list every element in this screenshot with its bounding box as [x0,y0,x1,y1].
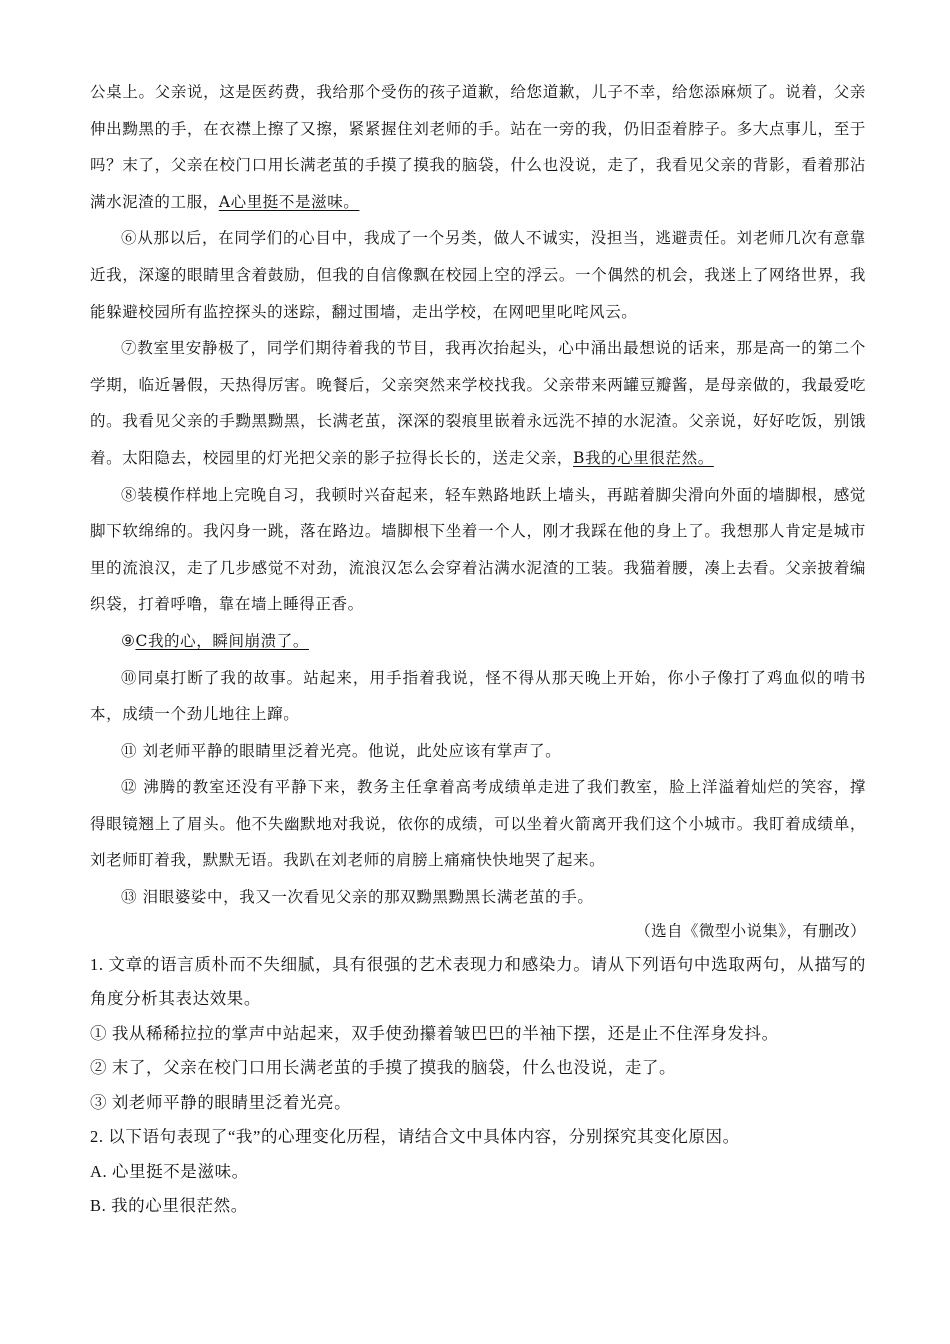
question-2-item-a: A. 心里挺不是滋味。 [90,1161,249,1181]
paragraph-number: ⑨ [121,631,136,650]
document-page [90,74,866,1224]
paragraph-11: ⑪ 刘老师平静的眼睛里泛着光亮。他说，此处应该有掌声了。 [121,741,562,760]
question-1-item-2: ② 末了，父亲在校门口用长满老茧的手摸了摸我的脑袋，什么也没说，走了。 [90,1058,677,1078]
question-1-item-1: ① 我从稀稀拉拉的掌声中站起来，双手使劲攥着皱巴巴的半袖下摆，还是止不住浑身发抖。 [90,1023,779,1043]
question-1-stem: 1. 文章的语言质朴而不失细腻，具有很强的艺术表现力和感染力。请从下列语句中选取两句，从描写的角度分析其表达效果。 [90,954,866,1009]
paragraph-text: 公桌上。父亲说，这是医药费，我给那个受伤的孩子道歉，给您道歉，儿子不幸，给您添麻烦了。说着，父亲伸出黝黑的手，在衣襟上擦了又擦，紧紧握住刘老师的手。站在一旁的我，仍旧歪着脖子。多大点事儿，至于吗？末了，父亲在校门口用长满老茧的手摸了摸我的脑袋，什么也没说，走了，我看见父亲的背影，看着那沾满水泥渣的工服， [90,83,866,211]
paragraph-8: ⑧装模作样地上完晚自习，我顿时兴奋起来，轻车熟路地跃上墙头，再踮着脚尖滑向外面的墙脚根，感觉脚下软绵绵的。我闪身一跳，落在路边。墙脚根下坐着一个人，刚才我踩在他的身上了。我想那人肯定是城市里的流浪汉，走了几步感觉不对劲，流浪汉怎么会穿着沾满水泥渣的工装。我猫着腰，凑上去看。父亲披着编织袋，打着呼噜，靠在墙上睡得正香。 [90,485,866,614]
paragraph-9 [90,623,866,660]
question-2-item-b: B. 我的心里很茫然。 [90,1196,248,1216]
paragraph-12: ⑫ 沸腾的教室还没有平静下来，教务主任拿着高考成绩单走进了我们教室，脸上洋溢着灿烂的笑容，撑得眼镜翘上了眉头。他不失幽默地对我说，依你的成绩，可以坐着火箭离开我们这个小城市。我盯着成绩单，刘老师盯着我，默默无语。我趴在刘老师的肩膀上痛痛快快地哭了起来。 [90,778,866,870]
paragraph-7 [90,330,866,476]
paragraph-13: ⑬ 泪眼婆娑中，我又一次看见父亲的那双黝黑黝黑长满老茧的手。 [121,888,594,907]
underlined-sentence-b: B我的心里很茫然。 [573,448,714,467]
source-note: （选自《微型小说集》，有删改） [635,921,866,940]
underlined-sentence-c: C我的心，瞬间崩溃了。 [135,631,309,650]
paragraph-text: ⑦教室里安静极了，同学们期待着我的节目，我再次抬起头，心中涌出最想说的话来，那是高一的第二个学期，临近暑假，天热得厉害。晚餐后，父亲突然来学校找我。父亲带来两罐豆瓣酱，是母亲做的，我最爱吃的。我看见父亲的手黝黑黝黑，长满老茧，深深的裂痕里嵌着永远洗不掉的水泥渣。父亲说，好好吃饭，别饿着。太阳隐去，校园里的灯光把父亲的影子拉得长长的，送走父亲， [90,339,866,467]
underlined-sentence-a: A心里挺不是滋味。 [218,192,360,211]
question-2-stem: 2. 以下语句表现了“我”的心理变化历程，请结合文中具体内容，分别探究其变化原因。 [90,1127,740,1147]
paragraph-6: ⑥从那以后，在同学们的心目中，我成了一个另类，做人不诚实，没担当，逃避责任。刘老师几次有意靠近我，深邃的眼睛里含着鼓励，但我的自信像飘在校园上空的浮云。一个偶然的机会，我迷上了网络世界，我能躲避校园所有监控探头的迷踪，翻过围墙，走出学校，在网吧里叱咤风云。 [90,229,866,321]
paragraph-10: ⑩同桌打断了我的故事。站起来，用手指着我说，怪不得从那天晚上开始，你小子像打了鸡血似的啃书本，成绩一个劲儿地往上蹿。 [90,668,866,724]
paragraph-5-continued [90,74,866,220]
question-1-item-3: ③ 刘老师平静的眼睛里泛着光亮。 [90,1092,352,1112]
